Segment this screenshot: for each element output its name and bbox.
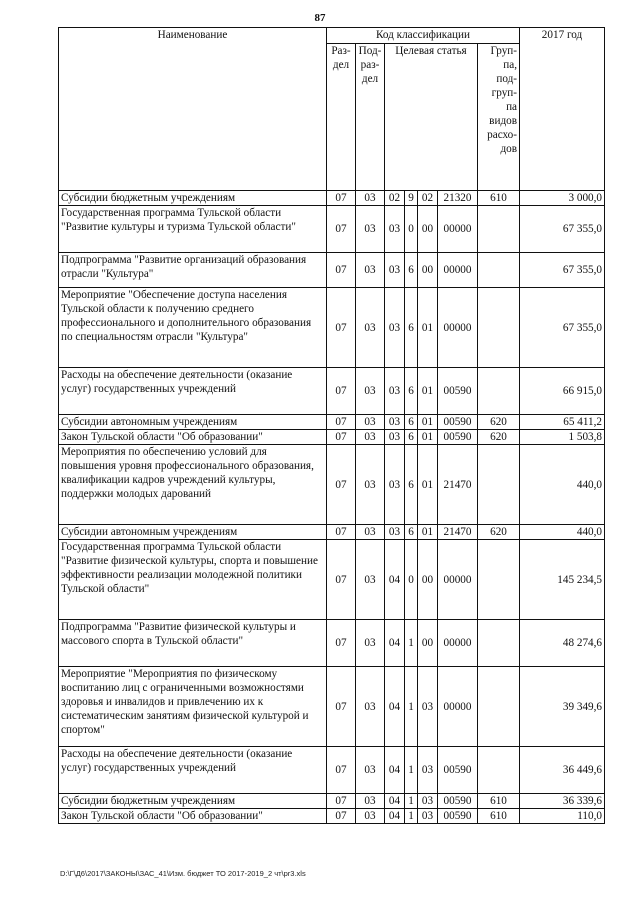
code-podrazdel: 03 <box>356 809 385 824</box>
footer-file-path: D:\Г\Д6\2017\ЗАКОНЫ\ЗАС_41\Изм. бюджет ТО 2017-2019_2 чт\pr3.xls <box>60 869 306 878</box>
code-razdel: 07 <box>327 667 356 747</box>
amount-2017: 66 915,0 <box>520 368 605 415</box>
code-target-subprogram: 1 <box>405 667 418 747</box>
table-row <box>59 288 605 368</box>
code-target-program: 04 <box>385 540 405 620</box>
code-expense-group <box>478 253 520 288</box>
code-podrazdel: 03 <box>356 206 385 253</box>
amount-2017: 67 355,0 <box>520 288 605 368</box>
code-target-subprogram: 6 <box>405 525 418 540</box>
code-podrazdel: 03 <box>356 747 385 794</box>
code-target-event: 01 <box>418 368 438 415</box>
code-expense-group: 610 <box>478 794 520 809</box>
code-razdel: 07 <box>327 415 356 430</box>
header-expense-group: Груп- па, под- груп- па видов расхо- дов <box>478 44 520 191</box>
header-year: 2017 год <box>520 28 605 191</box>
table-row <box>59 253 605 288</box>
code-podrazdel: 03 <box>356 540 385 620</box>
code-target-subprogram: 6 <box>405 445 418 525</box>
code-expense-group: 620 <box>478 415 520 430</box>
amount-2017: 145 234,5 <box>520 540 605 620</box>
amount-2017: 36 449,6 <box>520 747 605 794</box>
code-target-direction: 00000 <box>438 206 478 253</box>
code-target-event: 03 <box>418 794 438 809</box>
code-target-event: 01 <box>418 288 438 368</box>
code-target-program: 04 <box>385 620 405 667</box>
row-name: Государственная программа Тульской области "Развитие физической культуры, спорта и повышение эффективности реализации молодежной политики Тульской области" <box>59 540 327 620</box>
code-target-direction: 00000 <box>438 253 478 288</box>
code-target-program: 02 <box>385 191 405 206</box>
code-target-direction: 00590 <box>438 430 478 445</box>
amount-2017: 440,0 <box>520 525 605 540</box>
header-target-article: Целевая статья <box>385 44 478 191</box>
code-razdel: 07 <box>327 206 356 253</box>
amount-2017: 67 355,0 <box>520 253 605 288</box>
row-name: Подпрограмма "Развитие физической культуры и массового спорта в Тульской области" <box>59 620 327 667</box>
code-target-event: 01 <box>418 525 438 540</box>
code-podrazdel: 03 <box>356 430 385 445</box>
code-target-subprogram: 1 <box>405 620 418 667</box>
code-target-direction: 00590 <box>438 368 478 415</box>
table-row <box>59 206 605 253</box>
amount-2017: 39 349,6 <box>520 667 605 747</box>
header-subsection: Под- раз- дел <box>356 44 385 191</box>
code-target-subprogram: 0 <box>405 206 418 253</box>
table-header <box>59 28 605 191</box>
code-razdel: 07 <box>327 430 356 445</box>
code-expense-group <box>478 288 520 368</box>
code-target-program: 03 <box>385 525 405 540</box>
code-target-event: 00 <box>418 253 438 288</box>
table-row <box>59 191 605 206</box>
code-target-subprogram: 1 <box>405 747 418 794</box>
code-razdel: 07 <box>327 620 356 667</box>
code-expense-group: 610 <box>478 191 520 206</box>
code-target-direction: 00590 <box>438 415 478 430</box>
code-expense-group <box>478 540 520 620</box>
code-target-program: 04 <box>385 747 405 794</box>
code-razdel: 07 <box>327 747 356 794</box>
row-name: Закон Тульской области "Об образовании" <box>59 809 327 824</box>
row-name: Расходы на обеспечение деятельности (оказание услуг) государственных учреждений <box>59 368 327 415</box>
row-name: Закон Тульской области "Об образовании" <box>59 430 327 445</box>
row-name: Субсидии автономным учреждениям <box>59 415 327 430</box>
amount-2017: 3 000,0 <box>520 191 605 206</box>
code-target-program: 03 <box>385 206 405 253</box>
code-podrazdel: 03 <box>356 445 385 525</box>
code-target-subprogram: 6 <box>405 253 418 288</box>
code-target-subprogram: 6 <box>405 415 418 430</box>
code-target-direction: 00000 <box>438 667 478 747</box>
row-name: Субсидии бюджетным учреждениям <box>59 794 327 809</box>
table-row <box>59 415 605 430</box>
code-target-subprogram: 6 <box>405 430 418 445</box>
code-podrazdel: 03 <box>356 525 385 540</box>
code-razdel: 07 <box>327 794 356 809</box>
code-target-program: 03 <box>385 445 405 525</box>
code-expense-group <box>478 445 520 525</box>
code-target-event: 03 <box>418 667 438 747</box>
table-row <box>59 794 605 809</box>
code-expense-group <box>478 620 520 667</box>
code-target-subprogram: 9 <box>405 191 418 206</box>
row-name: Расходы на обеспечение деятельности (оказание услуг) государственных учреждений <box>59 747 327 794</box>
code-target-direction: 00590 <box>438 794 478 809</box>
row-name: Мероприятия по обеспечению условий для повышения уровня профессионального образования, квалификации кадров учреждений культуры, поддержки молодых дарований <box>59 445 327 525</box>
code-target-event: 00 <box>418 206 438 253</box>
code-target-event: 01 <box>418 415 438 430</box>
code-target-event: 02 <box>418 191 438 206</box>
amount-2017: 1 503,8 <box>520 430 605 445</box>
code-podrazdel: 03 <box>356 368 385 415</box>
code-target-program: 04 <box>385 809 405 824</box>
code-expense-group <box>478 667 520 747</box>
code-expense-group: 620 <box>478 525 520 540</box>
code-podrazdel: 03 <box>356 288 385 368</box>
code-podrazdel: 03 <box>356 191 385 206</box>
code-expense-group <box>478 747 520 794</box>
code-expense-group <box>478 206 520 253</box>
code-razdel: 07 <box>327 525 356 540</box>
code-expense-group: 620 <box>478 430 520 445</box>
code-target-program: 04 <box>385 667 405 747</box>
code-target-direction: 00000 <box>438 288 478 368</box>
amount-2017: 110,0 <box>520 809 605 824</box>
amount-2017: 440,0 <box>520 445 605 525</box>
row-name: Государственная программа Тульской области "Развитие культуры и туризма Тульской области" <box>59 206 327 253</box>
code-target-event: 00 <box>418 540 438 620</box>
code-target-program: 03 <box>385 288 405 368</box>
code-expense-group: 610 <box>478 809 520 824</box>
table-row <box>59 445 605 525</box>
code-target-event: 01 <box>418 430 438 445</box>
code-target-subprogram: 0 <box>405 540 418 620</box>
code-podrazdel: 03 <box>356 415 385 430</box>
code-target-direction: 00590 <box>438 809 478 824</box>
header-classification-code: Код классификации <box>327 28 520 44</box>
amount-2017: 67 355,0 <box>520 206 605 253</box>
code-razdel: 07 <box>327 445 356 525</box>
table-row <box>59 368 605 415</box>
code-target-program: 04 <box>385 794 405 809</box>
code-razdel: 07 <box>327 540 356 620</box>
row-name: Субсидии автономным учреждениям <box>59 525 327 540</box>
code-podrazdel: 03 <box>356 667 385 747</box>
code-target-event: 03 <box>418 747 438 794</box>
code-target-program: 03 <box>385 415 405 430</box>
table-row <box>59 540 605 620</box>
code-razdel: 07 <box>327 809 356 824</box>
code-podrazdel: 03 <box>356 620 385 667</box>
row-name: Субсидии бюджетным учреждениям <box>59 191 327 206</box>
amount-2017: 36 339,6 <box>520 794 605 809</box>
code-expense-group <box>478 368 520 415</box>
code-target-program: 03 <box>385 430 405 445</box>
table-row <box>59 430 605 445</box>
code-target-subprogram: 1 <box>405 794 418 809</box>
budget-table <box>58 27 605 824</box>
code-razdel: 07 <box>327 288 356 368</box>
code-target-direction: 21470 <box>438 525 478 540</box>
header-name: Наименование <box>59 28 327 191</box>
code-target-direction: 21470 <box>438 445 478 525</box>
code-target-subprogram: 6 <box>405 288 418 368</box>
code-razdel: 07 <box>327 368 356 415</box>
table-row <box>59 620 605 667</box>
table-body <box>59 191 605 824</box>
code-razdel: 07 <box>327 253 356 288</box>
row-name: Мероприятие "Обеспечение доступа населения Тульской области к получению среднего профессионального и дополнительного образования по специальностям отрасли "Культура" <box>59 288 327 368</box>
header-section: Раз- дел <box>327 44 356 191</box>
code-razdel: 07 <box>327 191 356 206</box>
row-name: Мероприятие "Мероприятия по физическому воспитанию лиц с ограниченными возможностями здоровья и инвалидов и привлечению их к систематическим занятиям физической культурой и спортом" <box>59 667 327 747</box>
table-row <box>59 809 605 824</box>
code-target-direction: 00000 <box>438 540 478 620</box>
code-target-event: 03 <box>418 809 438 824</box>
code-podrazdel: 03 <box>356 253 385 288</box>
row-name: Подпрограмма "Развитие организаций образования отрасли "Культура" <box>59 253 327 288</box>
table-row <box>59 525 605 540</box>
table-row <box>59 747 605 794</box>
code-target-subprogram: 1 <box>405 809 418 824</box>
amount-2017: 48 274,6 <box>520 620 605 667</box>
code-target-direction: 00000 <box>438 620 478 667</box>
code-target-event: 00 <box>418 620 438 667</box>
code-target-subprogram: 6 <box>405 368 418 415</box>
table-row <box>59 667 605 747</box>
code-target-direction: 21320 <box>438 191 478 206</box>
amount-2017: 65 411,2 <box>520 415 605 430</box>
page-number: 87 <box>314 12 326 24</box>
code-target-program: 03 <box>385 253 405 288</box>
code-target-program: 03 <box>385 368 405 415</box>
code-target-event: 01 <box>418 445 438 525</box>
code-podrazdel: 03 <box>356 794 385 809</box>
code-target-direction: 00590 <box>438 747 478 794</box>
